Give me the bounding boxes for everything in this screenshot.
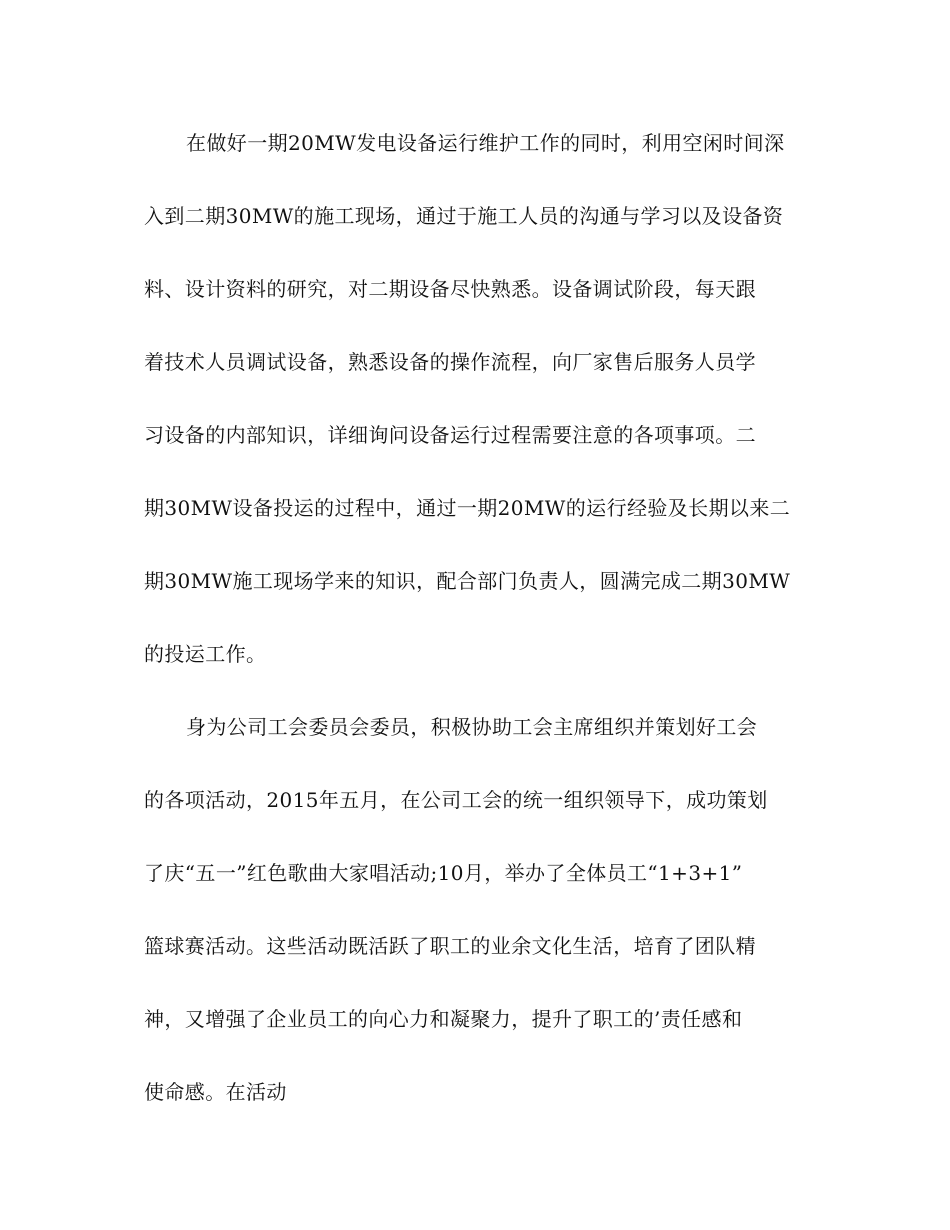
text-line: 篮球赛活动。这些活动既活跃了职工的业余文化生活，培育了团队精: [144, 934, 756, 958]
paragraph-1: [144, 118, 804, 702]
text-line: 习设备的内部知识，详细询问设备运行过程需要注意的各项事项。二: [144, 423, 756, 447]
text-line: 使命感。在活动: [144, 1080, 287, 1104]
text-line: 料、设计资料的研究，对二期设备尽快熟悉。设备调试阶段，每天跟: [144, 277, 756, 301]
text-line: 期30MW施工现场学来的知识，配合部门负责人，圆满完成二期30MW: [144, 569, 791, 593]
text-line: 的各项活动，2015年五月，在公司工会的统一组织领导下，成功策划: [144, 788, 768, 812]
text-line: 着技术人员调试设备，熟悉设备的操作流程，向厂家售后服务人员学: [144, 350, 756, 374]
document-body: [144, 118, 804, 1140]
text-line: 期30MW设备投运的过程中，通过一期20MW的运行经验及长期以来二: [144, 496, 791, 520]
text-line: 入到二期30MW的施工现场，通过于施工人员的沟通与学习以及设备资: [144, 204, 784, 228]
text-line: 的投运工作。: [144, 642, 267, 666]
paragraph-2: [144, 702, 804, 1140]
text-line: 了庆“五一”红色歌曲大家唱活动;10月，举办了全体员工“1+3+1”: [144, 861, 743, 885]
text-line: 身为公司工会委员会委员，积极协助工会主席组织并策划好工会: [186, 715, 758, 739]
text-line: 在做好一期20MW发电设备运行维护工作的同时，利用空闲时间深: [186, 131, 785, 155]
text-line: 神，又增强了企业员工的向心力和凝聚力，提升了职工的’责任感和: [144, 1007, 743, 1031]
